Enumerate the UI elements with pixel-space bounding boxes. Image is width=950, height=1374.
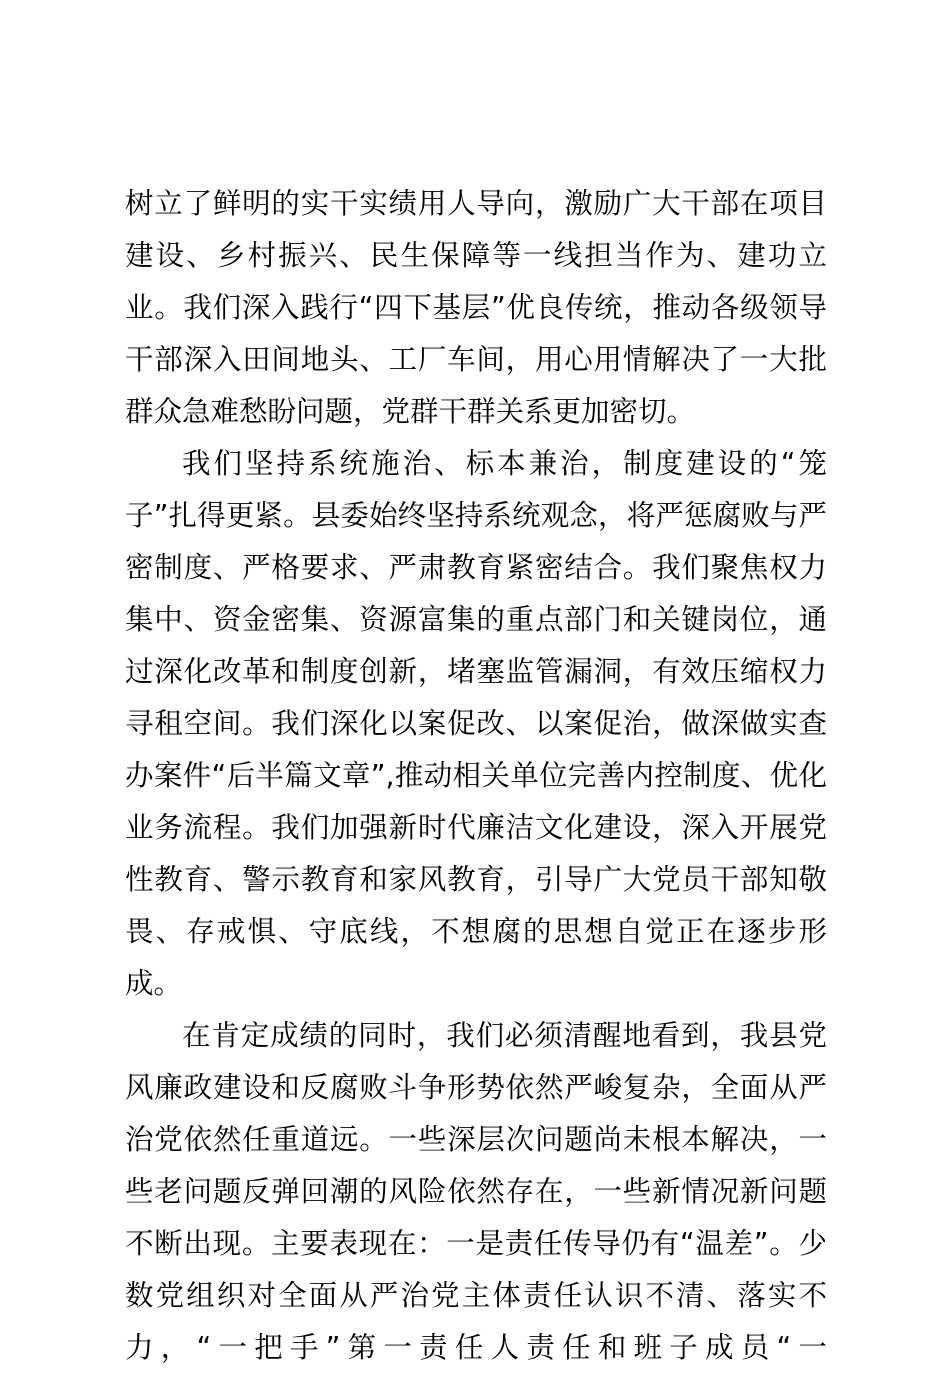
- document-body-text: [125, 178, 827, 1374]
- paragraph-continuation: 树立了鲜明的实干实绩用人导向，激励广大干部在项目建设、乡村振兴、民生保障等一线担当作为、建功立业。我们深入践行“四下基层”优良传统，推动各级领导干部深入田间地头、工厂车间，用心用情解决了一大批群众急难愁盼问题，党群干群关系更加密切。: [125, 187, 827, 428]
- paragraph-systematic-governance: 我们坚持系统施治、标本兼治，制度建设的“笼子”扎得更紧。县委始终坚持系统观念，将严惩腐败与严密制度、严格要求、严肃教育紧密结合。我们聚焦权力集中、资金密集、资源富集的重点部门和关键岗位，通过深化改革和制度创新，堵塞监管漏洞，有效压缩权力寻租空间。我们深化以案促改、以案促治，做深做实查办案件“后半篇文章”,推动相关单位完善内控制度、优化业务流程。我们加强新时代廉洁文化建设，深入开展党性教育、警示教育和家风教育，引导广大党员干部知敬畏、存戒惧、守底线，不想腐的思想自觉正在逐步形成。: [125, 447, 827, 1000]
- paragraph-problems-cutoff: 在肯定成绩的同时，我们必须清醒地看到，我县党风廉政建设和反腐败斗争形势依然严峻复杂，全面从严治党依然任重道远。一些深层次问题尚未根本解决，一些老问题反弹回潮的风险依然存在，一些新情况新问题不断出现。主要表现在：一是责任传导仍有“温差”。少数党组织对全面从严治党主体责任认识不清、落实不力，“一把手”第一责任人责任和班子成员“一: [125, 1019, 827, 1364]
